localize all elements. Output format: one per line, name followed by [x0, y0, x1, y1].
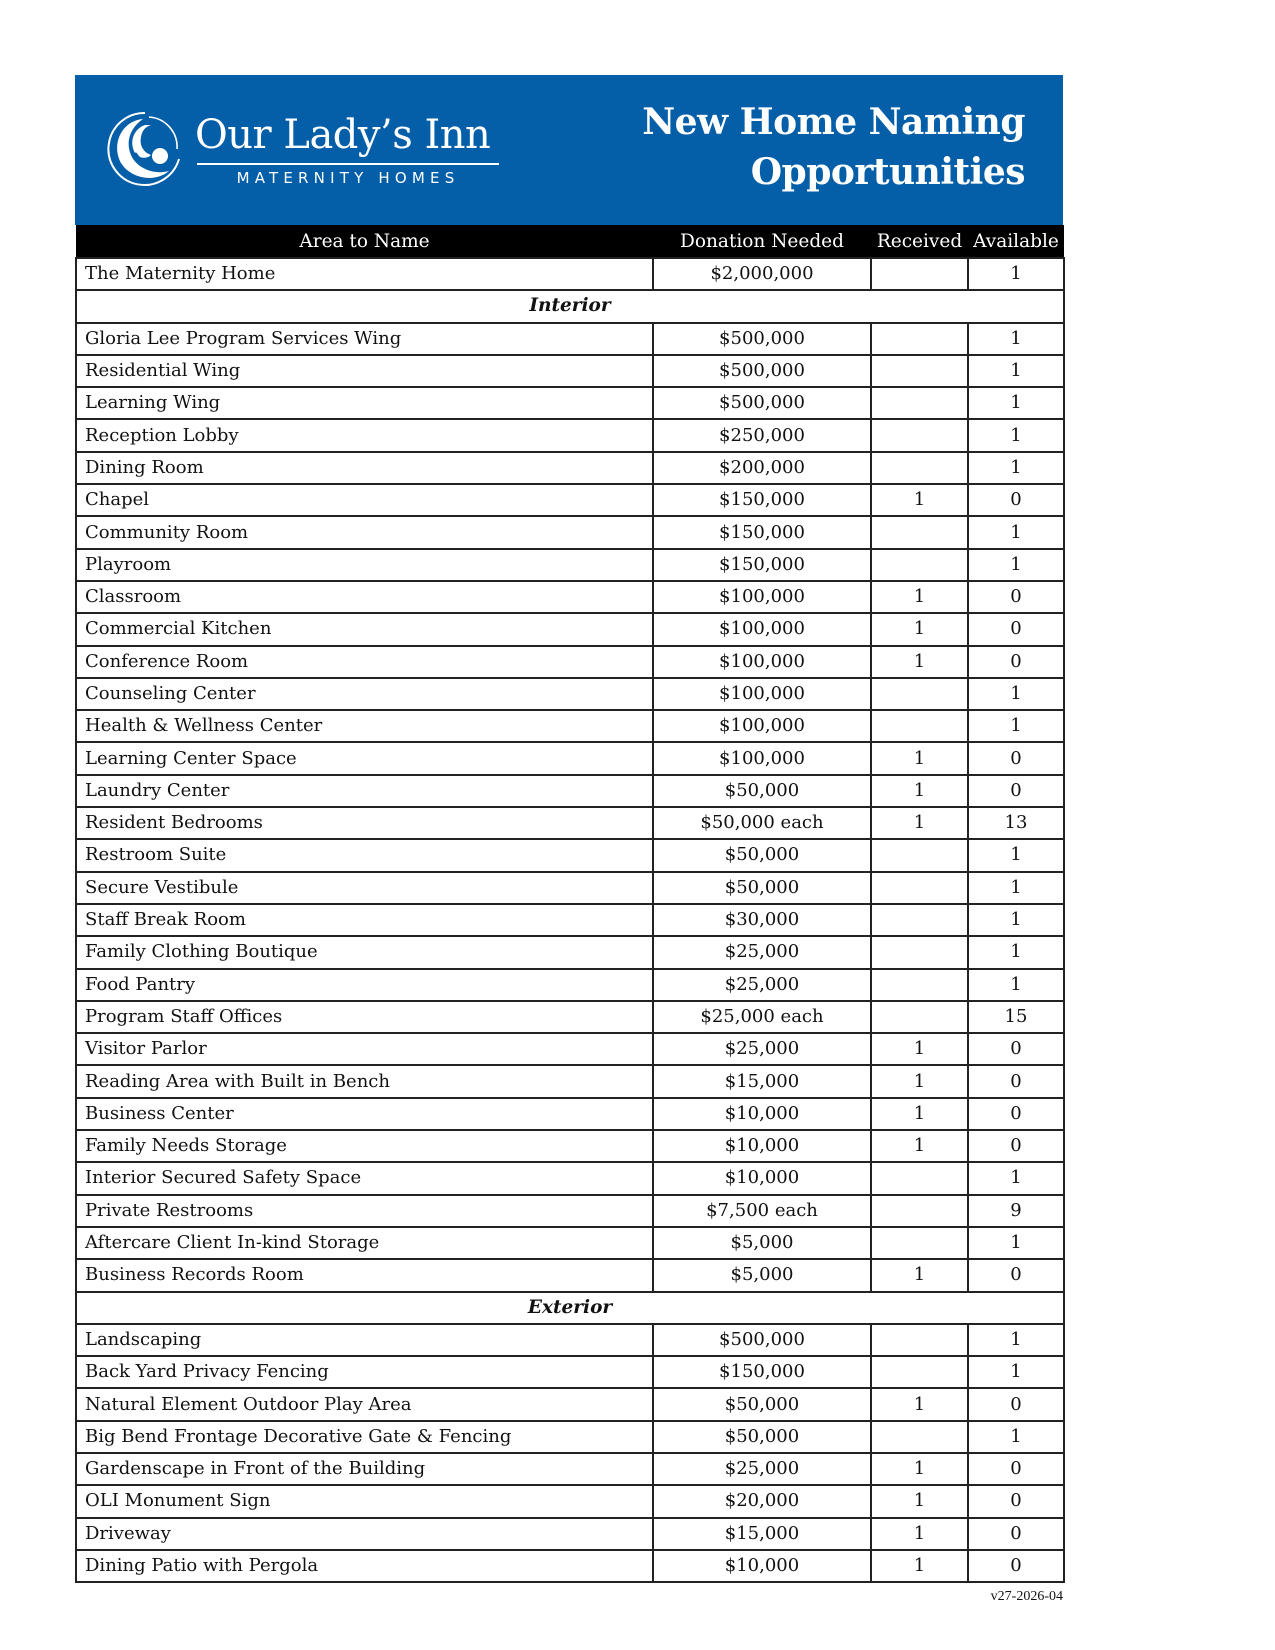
received-cell: 1 [871, 807, 968, 839]
available-cell: 1 [968, 355, 1064, 387]
column-header-available: Available [968, 225, 1064, 258]
area-cell: Reading Area with Built in Bench [76, 1065, 653, 1097]
table-row [76, 872, 1064, 904]
table-row [76, 678, 1064, 710]
available-cell: 1 [968, 872, 1064, 904]
area-cell: Conference Room [76, 646, 653, 678]
area-cell: Playroom [76, 549, 653, 581]
available-cell: 0 [968, 1485, 1064, 1517]
table-row [76, 1550, 1064, 1582]
area-cell: Dining Room [76, 452, 653, 484]
received-cell: 1 [871, 742, 968, 774]
area-cell: Family Needs Storage [76, 1130, 653, 1162]
available-cell: 1 [968, 387, 1064, 419]
received-cell [871, 419, 968, 451]
received-cell [871, 1421, 968, 1453]
org-logo [105, 109, 505, 193]
table-row [76, 516, 1064, 548]
available-cell: 0 [968, 1388, 1064, 1420]
received-cell [871, 839, 968, 871]
table-row [76, 323, 1064, 355]
table-row [76, 1453, 1064, 1485]
received-cell: 1 [871, 1065, 968, 1097]
table-body [76, 258, 1064, 1582]
page-title-line-1: New Home Naming [642, 101, 1025, 143]
area-cell: Chapel [76, 484, 653, 516]
received-cell [871, 1356, 968, 1388]
donation-cell: $250,000 [653, 419, 871, 451]
table-row [76, 581, 1064, 613]
area-cell: Restroom Suite [76, 839, 653, 871]
area-cell: Secure Vestibule [76, 872, 653, 904]
donation-cell: $10,000 [653, 1162, 871, 1194]
table-row [76, 1356, 1064, 1388]
available-cell: 0 [968, 1259, 1064, 1291]
table-header-row [76, 225, 1064, 258]
donation-cell: $2,000,000 [653, 258, 871, 290]
area-cell: Gardenscape in Front of the Building [76, 1453, 653, 1485]
received-cell: 1 [871, 613, 968, 645]
available-cell: 0 [968, 1453, 1064, 1485]
area-cell: Big Bend Frontage Decorative Gate & Fencing [76, 1421, 653, 1453]
donation-cell: $50,000 [653, 1421, 871, 1453]
area-cell: Learning Center Space [76, 742, 653, 774]
donation-cell: $20,000 [653, 1485, 871, 1517]
area-cell: Food Pantry [76, 969, 653, 1001]
table-row [76, 936, 1064, 968]
area-cell: Driveway [76, 1518, 653, 1550]
available-cell: 1 [968, 1227, 1064, 1259]
table-row [76, 742, 1064, 774]
available-cell: 1 [968, 1162, 1064, 1194]
table-row [76, 1162, 1064, 1194]
header-banner [75, 75, 1063, 225]
received-cell [871, 1162, 968, 1194]
available-cell: 1 [968, 549, 1064, 581]
available-cell: 0 [968, 1518, 1064, 1550]
donation-cell: $25,000 [653, 936, 871, 968]
received-cell [871, 710, 968, 742]
donation-cell: $10,000 [653, 1550, 871, 1582]
donation-cell: $7,500 each [653, 1195, 871, 1227]
received-cell [871, 872, 968, 904]
table-row [76, 1098, 1064, 1130]
donation-cell: $150,000 [653, 1356, 871, 1388]
donation-cell: $50,000 [653, 839, 871, 871]
table-row [76, 839, 1064, 871]
received-cell [871, 387, 968, 419]
available-cell: 0 [968, 1550, 1064, 1582]
available-cell: 0 [968, 613, 1064, 645]
available-cell: 0 [968, 775, 1064, 807]
area-cell: Laundry Center [76, 775, 653, 807]
available-cell: 1 [968, 323, 1064, 355]
area-cell: Learning Wing [76, 387, 653, 419]
available-cell: 1 [968, 258, 1064, 290]
table-row [76, 1485, 1064, 1517]
table-row [76, 419, 1064, 451]
available-cell: 0 [968, 1130, 1064, 1162]
received-cell: 1 [871, 1033, 968, 1065]
donation-cell: $25,000 each [653, 1001, 871, 1033]
column-header-received: Received [871, 225, 968, 258]
received-cell: 1 [871, 1518, 968, 1550]
donation-cell: $150,000 [653, 549, 871, 581]
available-cell: 0 [968, 742, 1064, 774]
received-cell: 1 [871, 1485, 968, 1517]
available-cell: 1 [968, 1421, 1064, 1453]
org-subtitle: MATERNITY HOMES [236, 169, 460, 187]
received-cell [871, 969, 968, 1001]
available-cell: 1 [968, 904, 1064, 936]
column-header-donation: Donation Needed [653, 225, 871, 258]
area-cell: Health & Wellness Center [76, 710, 653, 742]
table-row [76, 1227, 1064, 1259]
available-cell: 0 [968, 581, 1064, 613]
table-row [76, 613, 1064, 645]
donation-cell: $150,000 [653, 484, 871, 516]
received-cell: 1 [871, 1388, 968, 1420]
donation-cell: $10,000 [653, 1130, 871, 1162]
donation-cell: $500,000 [653, 355, 871, 387]
area-cell: Staff Break Room [76, 904, 653, 936]
available-cell: 1 [968, 419, 1064, 451]
received-cell [871, 355, 968, 387]
available-cell: 0 [968, 1098, 1064, 1130]
received-cell: 1 [871, 1453, 968, 1485]
table-row [76, 1421, 1064, 1453]
available-cell: 1 [968, 839, 1064, 871]
page-title-line-2: Opportunities [750, 151, 1025, 193]
available-cell: 1 [968, 1324, 1064, 1356]
org-name: Our Lady’s Inn [195, 112, 491, 158]
area-cell: Business Center [76, 1098, 653, 1130]
donation-cell: $100,000 [653, 646, 871, 678]
donation-cell: $500,000 [653, 323, 871, 355]
received-cell [871, 1195, 968, 1227]
table-row [76, 807, 1064, 839]
donation-cell: $15,000 [653, 1065, 871, 1097]
received-cell: 1 [871, 1550, 968, 1582]
received-cell [871, 1324, 968, 1356]
table-row [76, 387, 1064, 419]
received-cell: 1 [871, 1130, 968, 1162]
donation-cell: $50,000 [653, 775, 871, 807]
received-cell: 1 [871, 581, 968, 613]
available-cell: 15 [968, 1001, 1064, 1033]
area-cell: Counseling Center [76, 678, 653, 710]
donation-cell: $5,000 [653, 1259, 871, 1291]
table-row [76, 1324, 1064, 1356]
available-cell: 0 [968, 484, 1064, 516]
donation-cell: $30,000 [653, 904, 871, 936]
received-cell [871, 258, 968, 290]
area-cell: Back Yard Privacy Fencing [76, 1356, 653, 1388]
received-cell [871, 678, 968, 710]
section-header-row [76, 1292, 1064, 1324]
mother-and-child-logo-icon [105, 109, 185, 189]
area-cell: Community Room [76, 516, 653, 548]
area-cell: Business Records Room [76, 1259, 653, 1291]
donation-cell: $100,000 [653, 613, 871, 645]
area-cell: Natural Element Outdoor Play Area [76, 1388, 653, 1420]
received-cell [871, 1001, 968, 1033]
donation-cell: $100,000 [653, 581, 871, 613]
area-cell: Interior Secured Safety Space [76, 1162, 653, 1194]
received-cell [871, 1227, 968, 1259]
donation-cell: $50,000 [653, 872, 871, 904]
area-cell: Commercial Kitchen [76, 613, 653, 645]
donation-cell: $50,000 each [653, 807, 871, 839]
section-label: Exterior [76, 1292, 1064, 1324]
logo-divider [197, 163, 499, 165]
available-cell: 1 [968, 710, 1064, 742]
area-cell: Aftercare Client In-kind Storage [76, 1227, 653, 1259]
received-cell [871, 323, 968, 355]
available-cell: 1 [968, 936, 1064, 968]
area-cell: Visitor Parlor [76, 1033, 653, 1065]
donation-cell: $5,000 [653, 1227, 871, 1259]
donation-cell: $25,000 [653, 1453, 871, 1485]
naming-opportunities-table [75, 225, 1065, 1583]
section-label: Interior [76, 290, 1064, 322]
available-cell: 9 [968, 1195, 1064, 1227]
received-cell [871, 936, 968, 968]
table-row [76, 1065, 1064, 1097]
donation-cell: $150,000 [653, 516, 871, 548]
area-cell: Family Clothing Boutique [76, 936, 653, 968]
donation-cell: $50,000 [653, 1388, 871, 1420]
received-cell: 1 [871, 646, 968, 678]
table-row [76, 710, 1064, 742]
section-header-row [76, 290, 1064, 322]
area-cell: Gloria Lee Program Services Wing [76, 323, 653, 355]
table-row [76, 258, 1064, 290]
available-cell: 1 [968, 678, 1064, 710]
donation-cell: $25,000 [653, 1033, 871, 1065]
donation-cell: $10,000 [653, 1098, 871, 1130]
table-row [76, 1195, 1064, 1227]
received-cell: 1 [871, 1259, 968, 1291]
donation-cell: $100,000 [653, 710, 871, 742]
table-row [76, 969, 1064, 1001]
available-cell: 0 [968, 646, 1064, 678]
available-cell: 0 [968, 1033, 1064, 1065]
received-cell [871, 452, 968, 484]
donation-cell: $200,000 [653, 452, 871, 484]
table-row [76, 904, 1064, 936]
page-title [642, 97, 1025, 197]
area-cell: Landscaping [76, 1324, 653, 1356]
table-row [76, 1001, 1064, 1033]
area-cell: OLI Monument Sign [76, 1485, 653, 1517]
table-row [76, 549, 1064, 581]
available-cell: 13 [968, 807, 1064, 839]
received-cell [871, 904, 968, 936]
table-row [76, 1259, 1064, 1291]
available-cell: 1 [968, 516, 1064, 548]
received-cell: 1 [871, 484, 968, 516]
area-cell: Dining Patio with Pergola [76, 1550, 653, 1582]
table-row [76, 775, 1064, 807]
table-row [76, 1130, 1064, 1162]
table-row [76, 646, 1064, 678]
received-cell: 1 [871, 775, 968, 807]
area-cell: Classroom [76, 581, 653, 613]
table-row [76, 355, 1064, 387]
version-label: v27-2026-04 [990, 1589, 1063, 1604]
donation-cell: $25,000 [653, 969, 871, 1001]
available-cell: 1 [968, 1356, 1064, 1388]
table-row [76, 452, 1064, 484]
available-cell: 1 [968, 452, 1064, 484]
area-cell: The Maternity Home [76, 258, 653, 290]
column-header-area: Area to Name [76, 225, 653, 258]
received-cell: 1 [871, 1098, 968, 1130]
area-cell: Program Staff Offices [76, 1001, 653, 1033]
table-row [76, 1388, 1064, 1420]
available-cell: 1 [968, 969, 1064, 1001]
area-cell: Residential Wing [76, 355, 653, 387]
donation-cell: $15,000 [653, 1518, 871, 1550]
area-cell: Private Restrooms [76, 1195, 653, 1227]
table-row [76, 1033, 1064, 1065]
table-row [76, 484, 1064, 516]
naming-opportunities-sheet [75, 75, 1063, 1583]
table-row [76, 1518, 1064, 1550]
area-cell: Resident Bedrooms [76, 807, 653, 839]
received-cell [871, 549, 968, 581]
donation-cell: $500,000 [653, 387, 871, 419]
received-cell [871, 516, 968, 548]
donation-cell: $100,000 [653, 742, 871, 774]
donation-cell: $500,000 [653, 1324, 871, 1356]
available-cell: 0 [968, 1065, 1064, 1097]
area-cell: Reception Lobby [76, 419, 653, 451]
donation-cell: $100,000 [653, 678, 871, 710]
